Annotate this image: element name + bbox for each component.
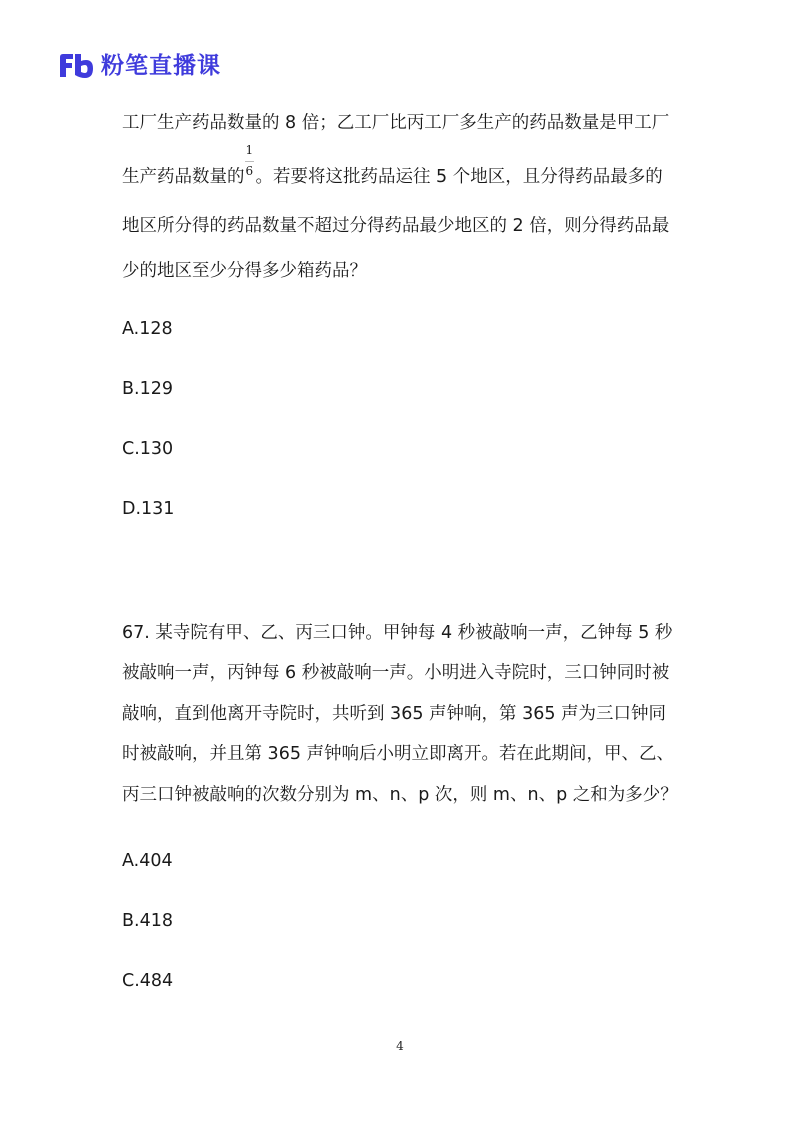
q67-option-c: C.484: [122, 971, 174, 991]
page-number: 4: [396, 1039, 404, 1053]
fb-logo-icon: [58, 53, 94, 79]
q66-text-line-2-end: 。若要将这批药品运往 5 个地区，且分得药品最多的: [255, 167, 663, 187]
fraction-bar: [245, 161, 254, 162]
brand-name: 粉笔直播课: [101, 53, 221, 79]
q66-text-line-1: 工厂生产药品数量的 8 倍；乙工厂比丙工厂多生产的药品数量是甲工厂: [122, 113, 670, 133]
q67-text-line-2: 被敲响一声，丙钟每 6 秒被敲响一声。小明进入寺院时，三口钟同时被: [122, 663, 670, 683]
q66-text-line-3: 地区所分得的药品数量不超过分得药品最少地区的 2 倍，则分得药品最: [122, 216, 670, 236]
q67-text-line-5: 丙三口钟被敲响的次数分别为 m、n、p 次，则 m、n、p 之和为多少？: [122, 785, 678, 805]
fraction-numerator: 1: [245, 143, 254, 157]
q67-text-line-4: 时被敲响，并且第 365 声钟响后小明立即离开。若在此期间，甲、乙、: [122, 744, 675, 764]
q66-option-d: D.131: [122, 499, 175, 519]
q67-text-line-1: 67. 某寺院有甲、乙、丙三口钟。甲钟每 4 秒被敲响一声，乙钟每 5 秒: [122, 623, 673, 643]
q66-option-a: A.128: [122, 319, 173, 339]
q66-text-line-2: [122, 143, 663, 190]
brand-logo: [58, 52, 221, 80]
q66-text-line-4: 少的地区至少分得多少箱药品？: [122, 261, 367, 281]
q66-option-c: C.130: [122, 439, 174, 459]
q67-option-a: A.404: [122, 851, 173, 871]
q67-option-b: B.418: [122, 911, 173, 931]
q66-option-b: B.129: [122, 379, 173, 399]
q66-text-line-2-start: 生产药品数量的: [122, 167, 245, 187]
fraction-one-sixth: [245, 143, 256, 190]
q67-text-line-3: 敲响，直到他离开寺院时，共听到 365 声钟响，第 365 声为三口钟同: [122, 704, 667, 724]
fraction-denominator: 6: [245, 164, 254, 178]
